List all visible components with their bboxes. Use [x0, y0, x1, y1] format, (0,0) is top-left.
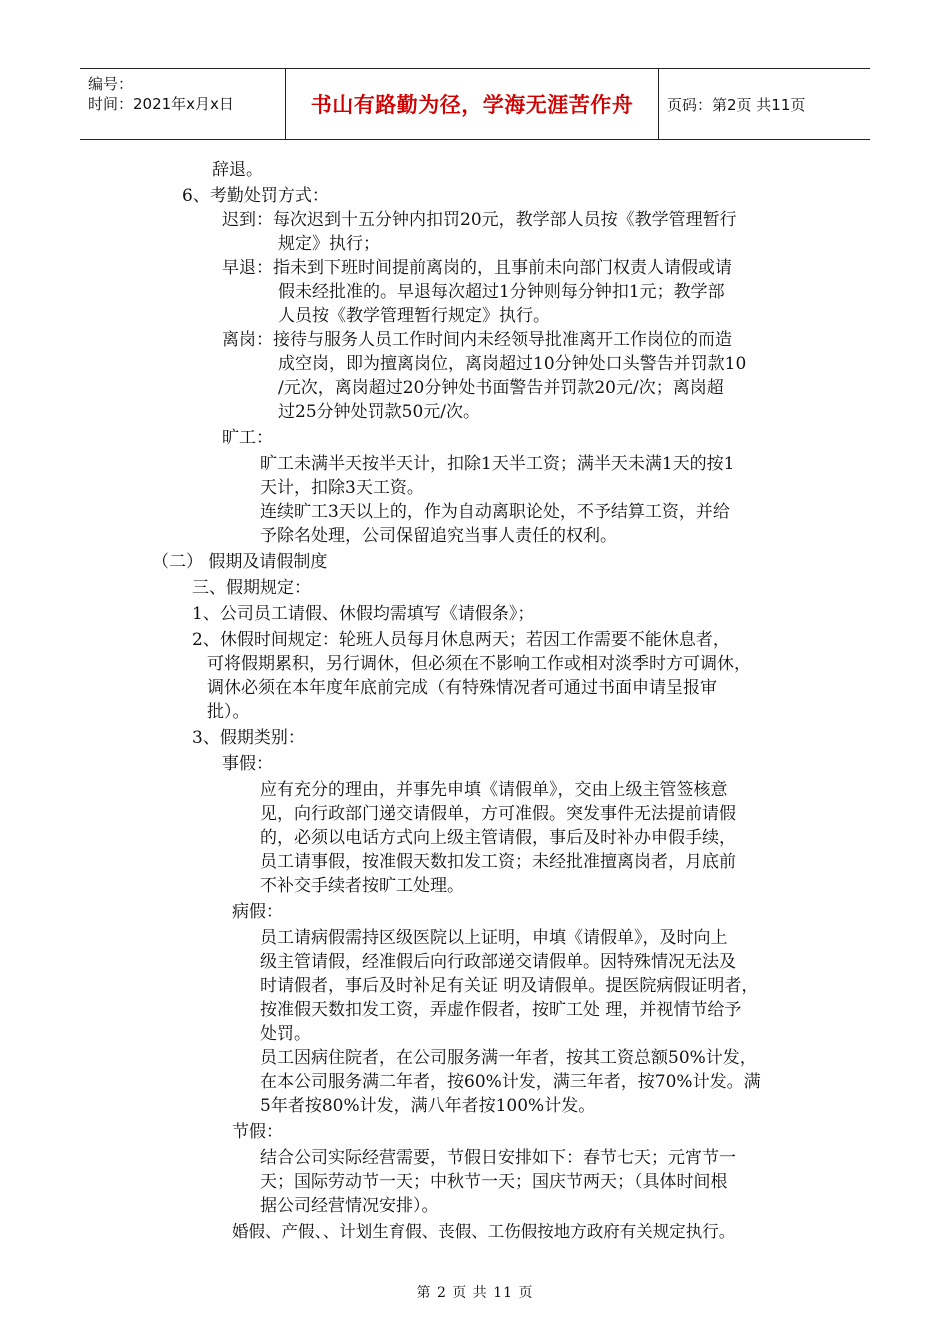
body-line: 见，向行政部门递交请假单，方可准假。突发事件无法提前请假: [260, 804, 736, 824]
body-line: 离岗：接待与服务人员工作时间内未经领导批准离开工作岗位的而造: [222, 330, 732, 350]
body-line: 可将假期累积，另行调休，但必须在不影响工作或相对淡季时方可调休，: [207, 654, 751, 674]
body-line: 1、公司员工请假、休假均需填写《请假条》；: [192, 604, 535, 624]
body-line: 过25分钟处罚款50元/次。: [278, 402, 480, 422]
body-line: /元次，离岗超过20分钟处书面警告并罚款20元/次；离岗超: [278, 378, 724, 398]
section-heading: 6、考勤处罚方式：: [182, 186, 329, 206]
body-line: 人员按《教学管理暂行规定》执行。: [278, 306, 550, 326]
header-meta: [80, 69, 285, 139]
body-line: 5年者按80%计发，满八年者按100%计发。: [260, 1096, 596, 1116]
subsection-label: 事假：: [222, 754, 273, 774]
body-line: 处罚。: [260, 1024, 311, 1044]
header-motto: 书山有路勤为径，学海无涯苦作舟: [285, 69, 659, 139]
body-line: 员工请事假，按准假天数扣发工资；未经批准擅离岗者，月底前: [260, 852, 736, 872]
body-line: 调休必须在本年度年底前完成（有特殊情况者可通过书面申请呈报审: [207, 678, 717, 698]
body-line: 辞退。: [212, 160, 263, 180]
document-number-label: 编号：: [88, 75, 134, 93]
body-line: 在本公司服务满二年者，按60%计发，满三年者，按70%计发。满: [260, 1072, 761, 1092]
body-line: 据公司经营情况安排）。: [260, 1196, 439, 1216]
page-header: [80, 68, 870, 140]
body-line: 的，必须以电话方式向上级主管请假，事后及时补办申假手续，: [260, 828, 736, 848]
body-line: 天计，扣除3天工资。: [260, 478, 424, 498]
body-line: 旷工未满半天按半天计，扣除1天半工资；满半天未满1天的按1: [260, 454, 735, 474]
section-heading: （二） 假期及请假制度: [152, 552, 328, 572]
body-line: 予除名处理，公司保留追究当事人责任的权利。: [260, 526, 617, 546]
body-line: 应有充分的理由，并事先申填《请假单》，交由上级主管签核意: [260, 780, 728, 800]
body-line: 迟到：每次迟到十五分钟内扣罚20元，教学部人员按《教学管理暂行: [222, 210, 737, 230]
body-line: 不补交手续者按旷工处理。: [260, 876, 464, 896]
subsection-label: 病假：: [232, 902, 283, 922]
subsection-label: 旷工：: [222, 428, 273, 448]
body-line: 批）。: [207, 702, 250, 722]
body-line: 天；国际劳动节一天；中秋节一天；国庆节两天；（具体时间根: [260, 1172, 728, 1192]
section-heading: 3、假期类别：: [192, 728, 305, 748]
body-line: 婚假、产假、、计划生育假、丧假、工伤假按地方政府有关规定执行。: [232, 1222, 736, 1241]
header-page-info: 页码：第2页 共11页: [667, 95, 806, 114]
body-line: 假未经批准的。早退每次超过1分钟则每分钟扣1元；教学部: [278, 282, 725, 302]
document-date: 时间：2021年x月x日: [88, 95, 234, 113]
page-footer: 第 2 页 共 11 页: [416, 1285, 534, 1301]
body-line: 2、休假时间规定：轮班人员每月休息两天；若因工作需要不能休息者，: [192, 630, 730, 650]
body-line: 早退：指未到下班时间提前离岗的，且事前未向部门权责人请假或请: [222, 258, 732, 278]
body-line: 连续旷工3天以上的，作为自动离职论处，不予结算工资，并给: [260, 502, 730, 522]
body-line: 规定》执行；: [278, 234, 380, 254]
body-line: 时请假者，事后及时补足有关证 明及请假单。提医院病假证明者，: [260, 976, 759, 996]
body-line: 按准假天数扣发工资，弄虚作假者，按旷工处 理，并视情节给予: [260, 1000, 742, 1020]
body-line: 员工因病住院者，在公司服务满一年者，按其工资总额50%计发，: [260, 1048, 757, 1068]
body-line: 员工请病假需持区级医院以上证明，申填《请假单》，及时向上: [260, 928, 728, 948]
body-line: 成空岗，即为擅离岗位，离岗超过10分钟处口头警告并罚款10: [278, 354, 747, 374]
section-heading: 三、假期规定：: [192, 578, 311, 598]
subsection-label: 节假：: [232, 1122, 283, 1142]
body-line: 结合公司实际经营需要，节假日安排如下：春节七天；元宵节一: [260, 1148, 736, 1168]
body-line: 级主管请假，经准假后向行政部递交请假单。因特殊情况无法及: [260, 952, 736, 972]
